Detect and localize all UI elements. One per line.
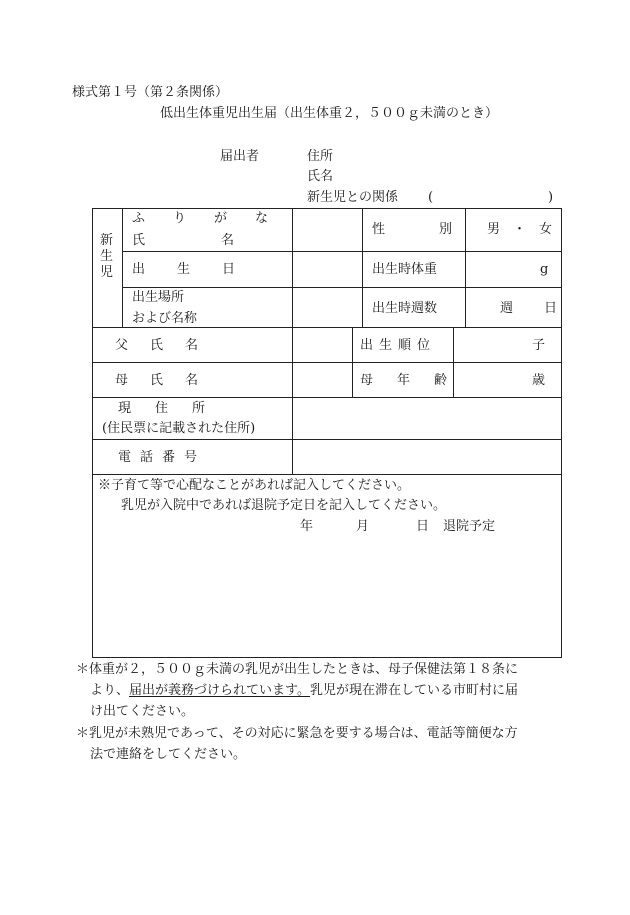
newborn-name-label xyxy=(132,233,311,248)
note-2-line-2: 法で連絡をしてください。 xyxy=(90,747,247,762)
note-1-line-2b: 届出が義務づけられています。 xyxy=(129,683,310,698)
birth-order-label-text: 出生順位 xyxy=(360,338,437,353)
remarks-line-1: ※子育て等で心配なことがあれば記入してください。 xyxy=(98,478,411,493)
birth-order-unit: 子 xyxy=(532,338,546,353)
mother-age-field[interactable] xyxy=(454,363,530,396)
weeks-unit: 週 xyxy=(500,301,514,316)
reporter-address-label: 住所 xyxy=(307,149,334,164)
form-title: 低出生体重児出生届（出生体重２，５００ｇ未満のとき） xyxy=(160,106,499,121)
birth-days-field[interactable] xyxy=(515,288,541,326)
relation-label: 新生児との関係 xyxy=(307,190,399,205)
birthdate-label-text: 出生日 xyxy=(132,262,268,277)
sex-label xyxy=(372,223,506,236)
note-1-line-1: ＊体重が２，５００ｇ未満の乳児が出生したときは、母子保健法第１８条に xyxy=(76,662,519,677)
relation-close-paren: ) xyxy=(548,190,554,205)
birthplace-label-1: 出生場所 xyxy=(132,290,185,305)
remarks-line-2: 乳児が入院中であれば退院予定日を記入してください。 xyxy=(121,498,447,513)
birthdate-field[interactable] xyxy=(293,252,361,286)
mother-name-field[interactable] xyxy=(293,363,351,396)
father-name-field[interactable] xyxy=(293,328,351,361)
remarks-discharge: 退院予定 xyxy=(443,519,496,534)
newborn-name-field[interactable] xyxy=(293,209,361,250)
note-1-line-3: け出てください。 xyxy=(90,704,195,719)
phone-label-text: 電話番号 xyxy=(118,450,207,465)
remarks-field[interactable] xyxy=(93,540,561,656)
sex-label-text: 性別 xyxy=(372,222,507,237)
phone-field[interactable] xyxy=(293,440,561,473)
newborn-name-text: 氏名 xyxy=(132,233,311,248)
mother-age-unit: 歳 xyxy=(532,373,546,388)
note-1-line-2c: 乳児が現在滞在している市町村に届 xyxy=(309,683,518,698)
relation-open-paren: ( xyxy=(428,190,434,205)
birth-weeks-label: 出生時週数 xyxy=(372,301,438,316)
birth-weight-field[interactable] xyxy=(466,252,536,286)
phone-label xyxy=(118,451,206,464)
newborn-section-label: 新生児 xyxy=(100,233,114,280)
current-address-label xyxy=(118,402,229,415)
father-label xyxy=(115,339,220,352)
current-address-sublabel: (住民票に記載された住所) xyxy=(102,421,256,436)
reporter-name-label: 氏名 xyxy=(307,169,334,184)
relation-field[interactable] xyxy=(438,188,544,206)
birth-weeks-field[interactable] xyxy=(466,288,496,326)
father-label-text: 父氏名 xyxy=(115,338,221,353)
sex-options[interactable]: 男 ・ 女 xyxy=(487,222,553,237)
mother-label xyxy=(115,374,220,387)
current-address-label-text: 現住所 xyxy=(118,401,230,416)
birth-weight-unit: g xyxy=(540,262,549,277)
birth-weight-label: 出生時体重 xyxy=(372,262,438,277)
remarks-day: 日 xyxy=(416,519,430,534)
form-number: 様式第１号（第２条関係） xyxy=(72,85,229,100)
reporter-label: 届出者 xyxy=(220,149,260,164)
birthplace-label-2: および名称 xyxy=(132,311,198,326)
note-1-line-2a: より、 xyxy=(90,683,130,698)
current-address-field[interactable] xyxy=(293,398,561,438)
birth-order-field[interactable] xyxy=(454,328,530,361)
birthdate-label xyxy=(132,263,267,276)
days-unit: 日 xyxy=(544,301,558,316)
note-2-line-1: ＊乳児が未熟児であって、その対応に緊急を要する場合は、電話等簡便な方 xyxy=(76,726,518,741)
remarks-month: 月 xyxy=(356,519,370,534)
note-1-line-2 xyxy=(90,684,518,697)
remarks-year: 年 xyxy=(300,519,314,534)
mother-label-text: 母氏名 xyxy=(115,373,221,388)
mother-age-label-text: 母年齢 xyxy=(360,373,472,388)
birthplace-field[interactable] xyxy=(293,288,361,326)
furigana-label: ふりがな xyxy=(132,211,297,226)
birth-order-label xyxy=(360,339,436,352)
